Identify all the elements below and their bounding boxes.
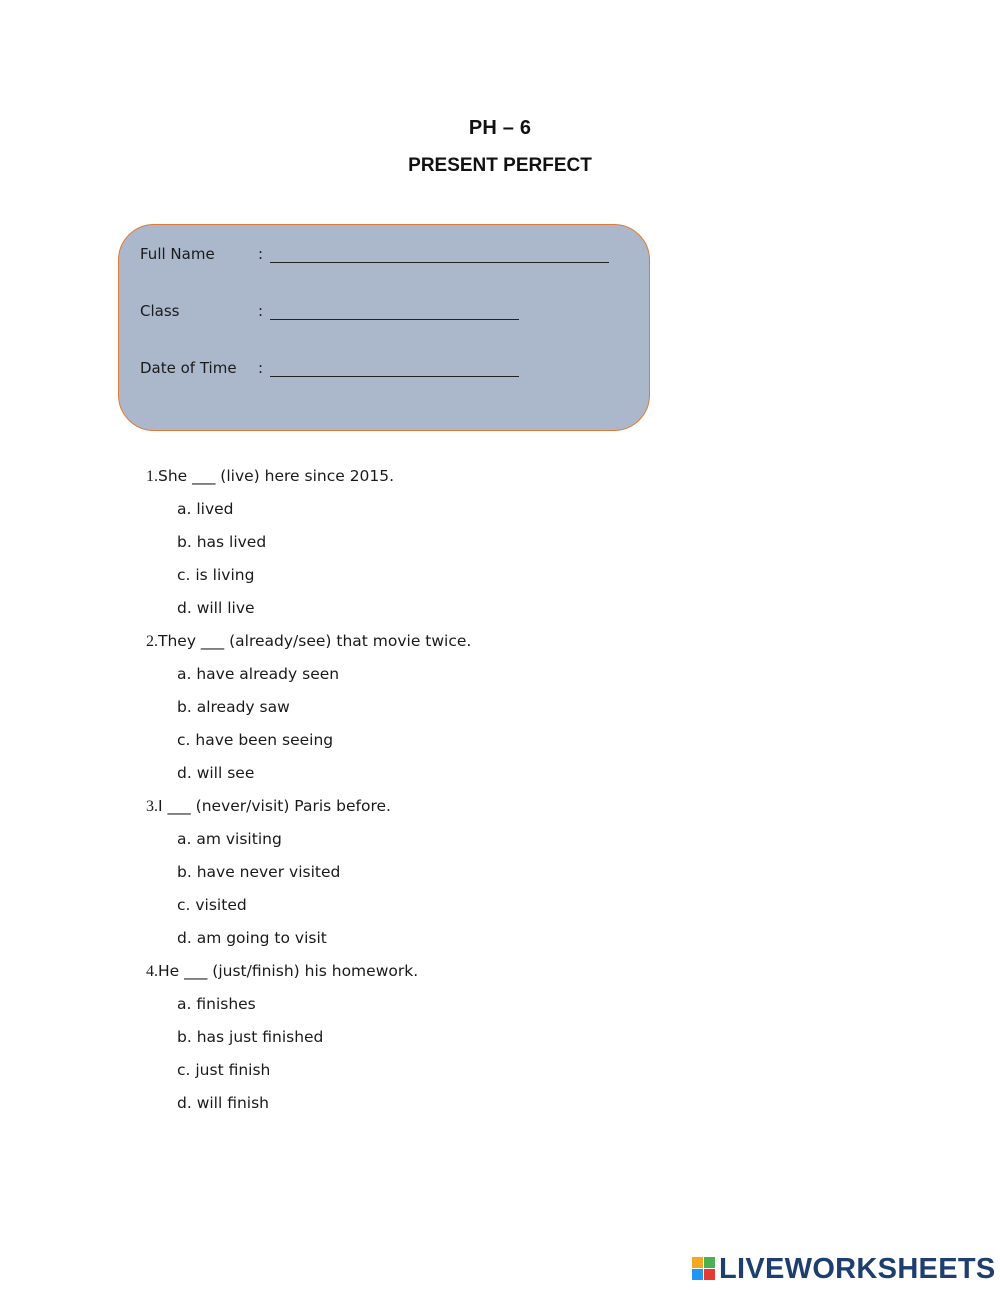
question-text: They ___ (already/see) that movie twice.	[158, 632, 472, 650]
question-3	[146, 795, 471, 960]
answer-option[interactable]: d. am going to visit	[177, 929, 327, 947]
logo-square	[704, 1257, 715, 1268]
question-2	[146, 630, 471, 795]
answer-option[interactable]: c. is living	[177, 566, 255, 584]
brand-wordmark: LIVEWORKSHEETS	[719, 1252, 996, 1285]
answer-option[interactable]: a. am visiting	[177, 830, 282, 848]
worksheet-title: PRESENT PERFECT	[408, 155, 592, 176]
full-name-colon: :	[258, 245, 264, 263]
answer-option[interactable]: b. have never visited	[177, 863, 341, 881]
liveworksheets-brand[interactable]	[692, 1252, 996, 1286]
class-colon: :	[258, 302, 264, 320]
question-1	[146, 465, 471, 630]
question-list	[146, 465, 471, 1125]
liveworksheets-logo-icon	[692, 1257, 716, 1281]
answer-option[interactable]: c. have been seeing	[177, 731, 334, 749]
date-blank[interactable]	[270, 376, 519, 377]
class-label: Class	[140, 302, 180, 320]
question-2-text-row	[146, 630, 471, 663]
answer-option[interactable]: b. already saw	[177, 698, 290, 716]
answer-option[interactable]: c. just finish	[177, 1061, 271, 1079]
question-4	[146, 960, 471, 1125]
question-number: 4.	[146, 963, 158, 980]
question-4-text-row	[146, 960, 471, 993]
date-colon: :	[258, 359, 264, 377]
question-text: I ___ (never/visit) Paris before.	[158, 797, 391, 815]
logo-square	[692, 1257, 703, 1268]
full-name-label: Full Name	[140, 245, 215, 263]
question-1-text-row	[146, 465, 471, 498]
answer-option[interactable]: d. will see	[177, 764, 255, 782]
answer-option[interactable]: a. finishes	[177, 995, 256, 1013]
question-3-text-row	[146, 795, 471, 828]
class-blank[interactable]	[270, 319, 519, 320]
date-label: Date of Time	[140, 359, 237, 377]
answer-option[interactable]: a. have already seen	[177, 665, 340, 683]
answer-option[interactable]: c. visited	[177, 896, 247, 914]
answer-option[interactable]: d. will live	[177, 599, 255, 617]
worksheet-code: PH – 6	[468, 117, 532, 139]
question-number: 2.	[146, 633, 158, 650]
student-info-box	[118, 224, 650, 431]
answer-option[interactable]: a. lived	[177, 500, 234, 518]
logo-square	[692, 1269, 703, 1280]
question-text: He ___ (just/finish) his homework.	[158, 962, 419, 980]
question-text: She ___ (live) here since 2015.	[158, 467, 395, 485]
full-name-blank[interactable]	[270, 262, 609, 263]
logo-square	[704, 1269, 715, 1280]
question-number: 1.	[146, 468, 158, 485]
answer-option[interactable]: b. has just finished	[177, 1028, 324, 1046]
answer-option[interactable]: b. has lived	[177, 533, 267, 551]
question-number: 3.	[146, 798, 158, 815]
answer-option[interactable]: d. will finish	[177, 1094, 270, 1112]
